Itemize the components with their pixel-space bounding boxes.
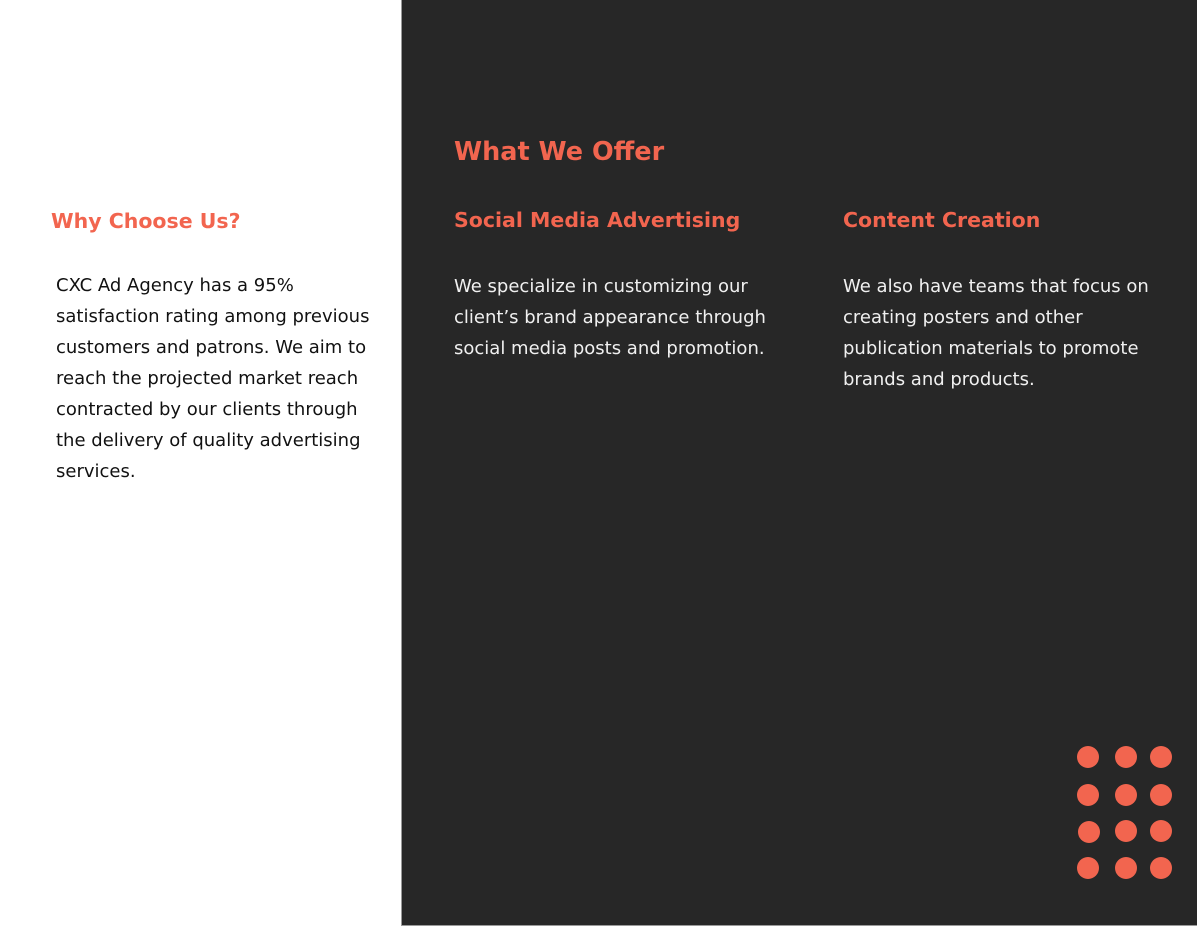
dot-icon xyxy=(1115,784,1137,806)
why-choose-us-panel xyxy=(0,0,401,927)
what-we-offer-heading: What We Offer xyxy=(454,137,665,167)
dot-icon xyxy=(1150,746,1172,768)
dot-icon xyxy=(1150,857,1172,879)
dot-icon xyxy=(1115,857,1137,879)
service-description-social-media: We specialize in customizing our client’s brand appearance through social media posts and promotion. xyxy=(454,276,766,359)
dot-icon xyxy=(1077,746,1099,768)
dot-icon xyxy=(1077,784,1099,806)
what-we-offer-panel xyxy=(401,0,1197,926)
why-choose-us-heading: Why Choose Us? xyxy=(51,209,241,233)
dot-icon xyxy=(1150,820,1172,842)
dot-icon xyxy=(1115,746,1137,768)
dot-icon xyxy=(1150,784,1172,806)
service-title-content-creation: Content Creation xyxy=(843,208,1041,232)
dot-icon xyxy=(1078,821,1100,843)
dot-icon xyxy=(1077,857,1099,879)
service-title-social-media: Social Media Advertising xyxy=(454,208,741,232)
service-description-content-creation: We also have teams that focus on creating posters and other publication materials to promote brands and products. xyxy=(843,276,1149,390)
why-choose-us-text: CXC Ad Agency has a 95% satisfaction rating among previous customers and patrons. We aim to reach the projected market reach contracted by our clients through the delivery of quality advertising services. xyxy=(56,275,370,482)
dot-icon xyxy=(1115,820,1137,842)
